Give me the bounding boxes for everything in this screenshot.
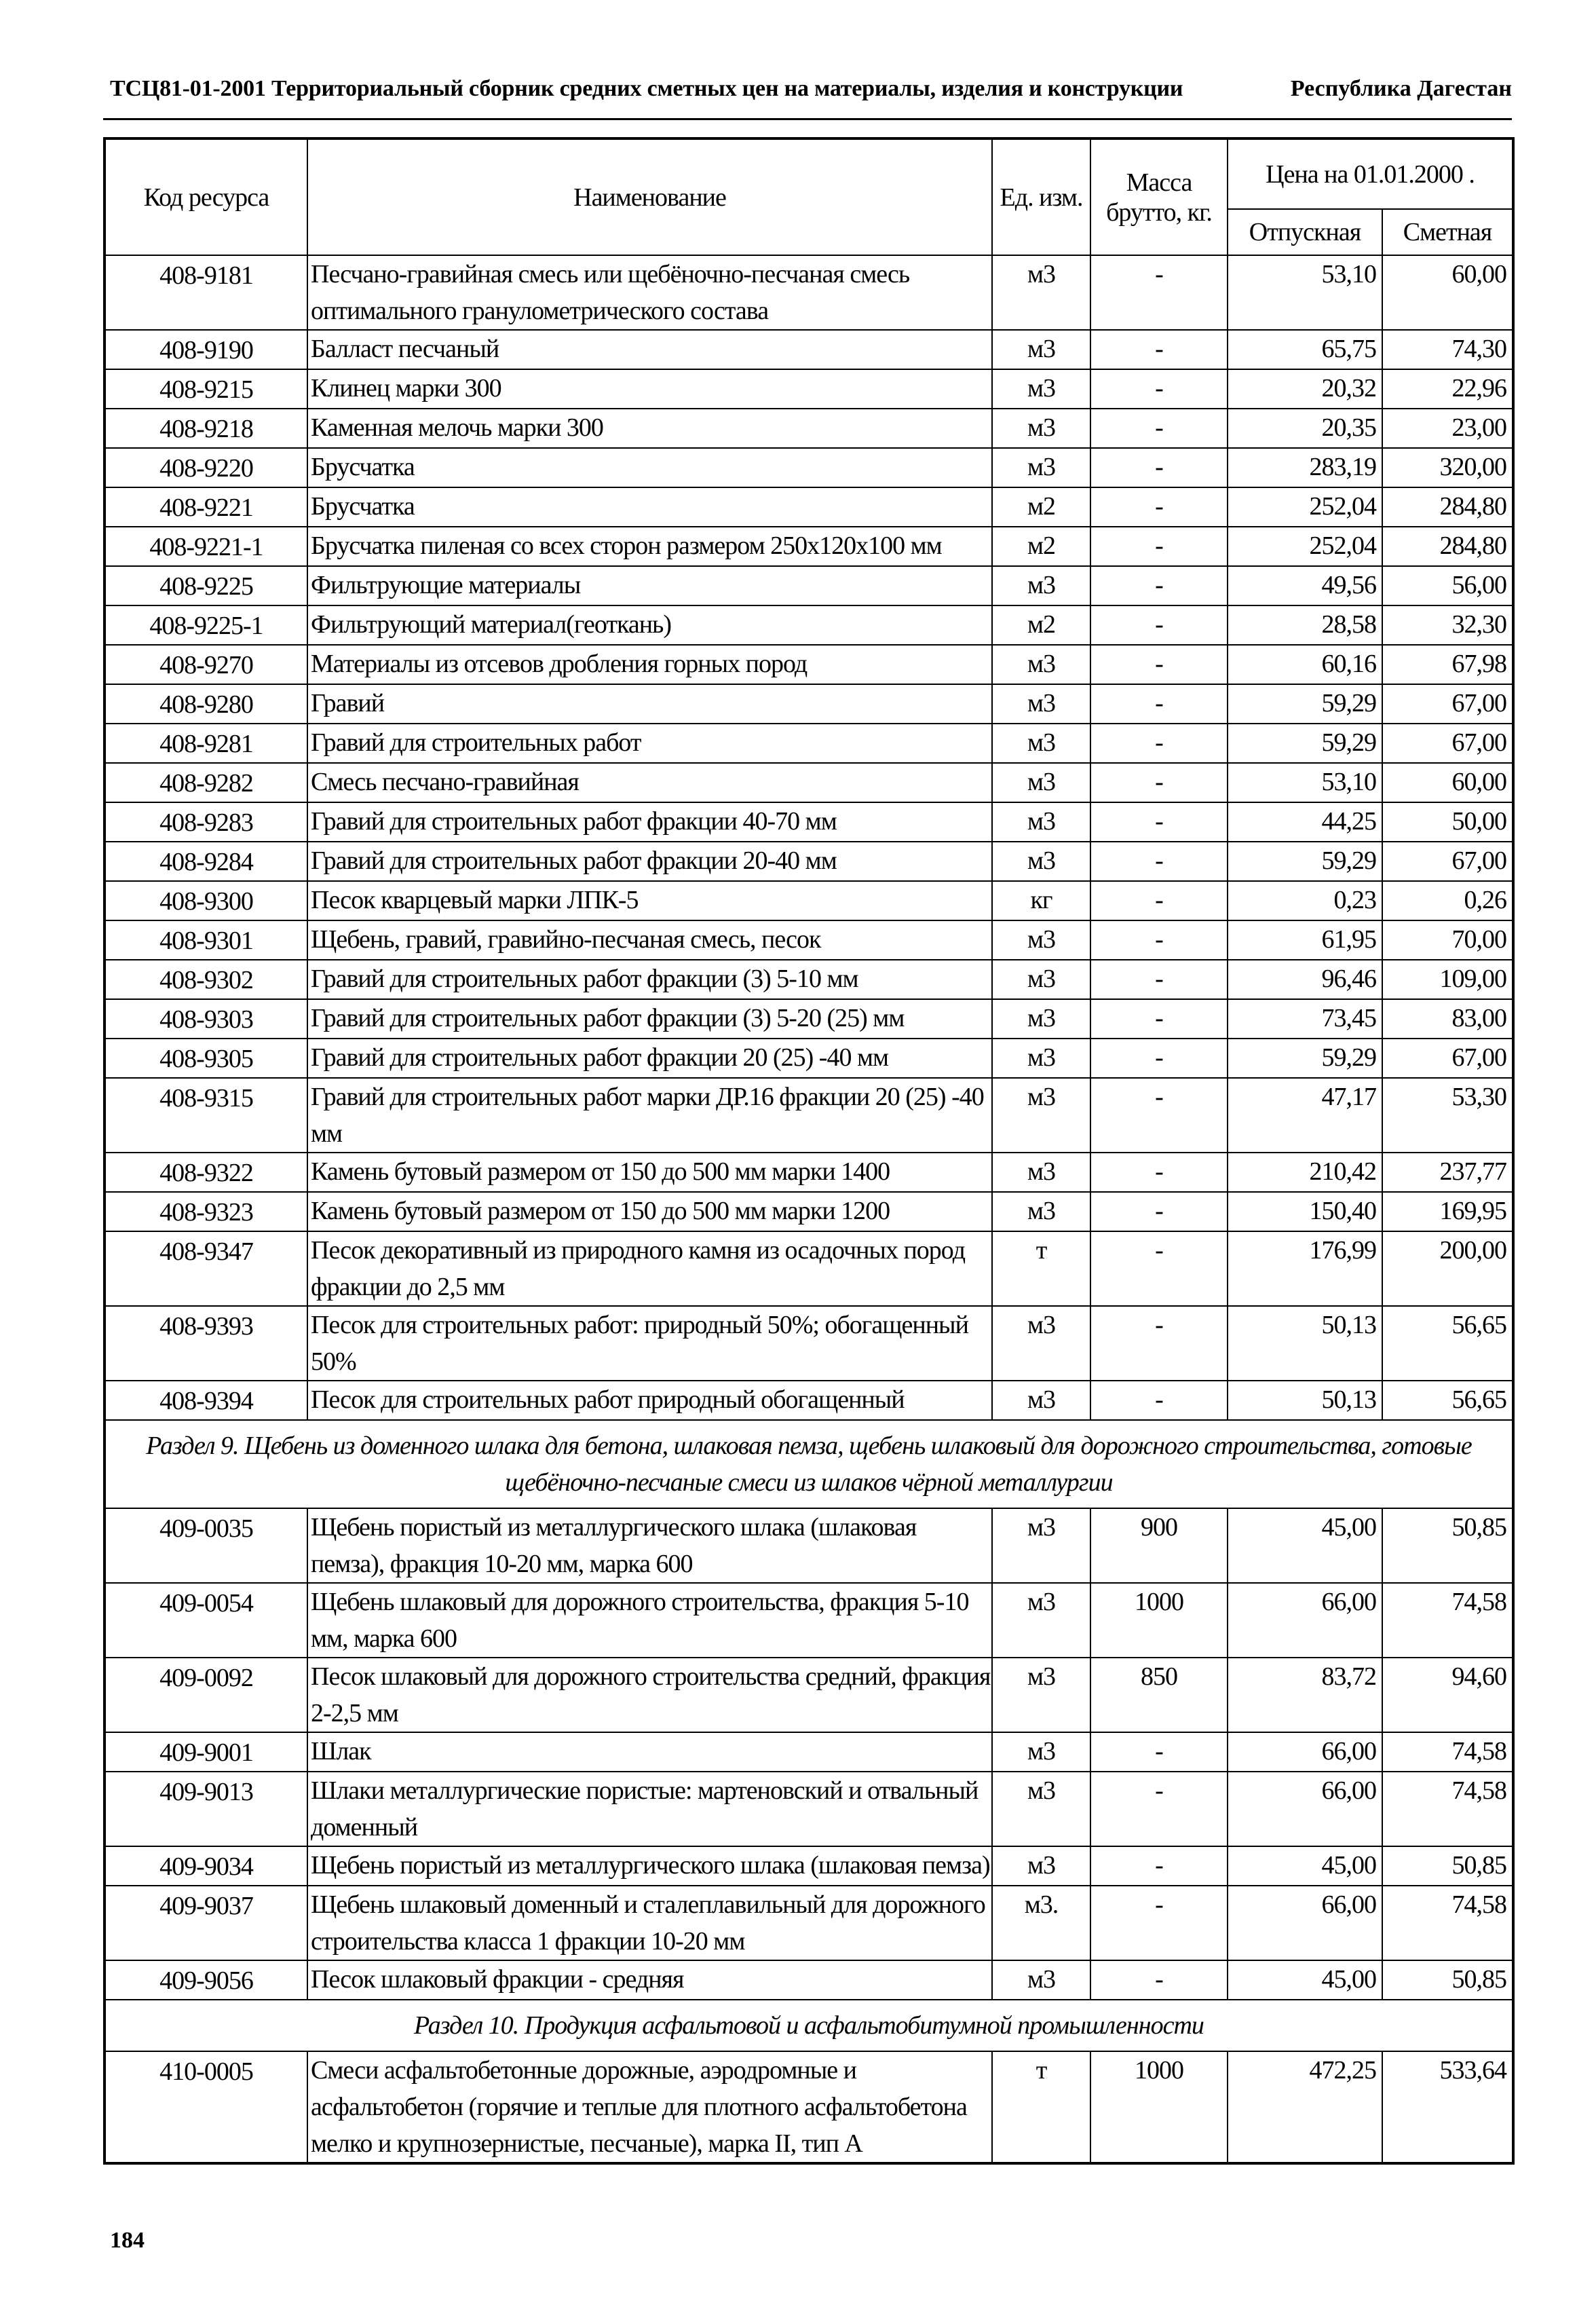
cell-price-release: 176,99 [1228, 1231, 1382, 1306]
cell-unit: м3 [992, 1039, 1090, 1078]
cell-name: Шлак [307, 1732, 992, 1772]
cell-price-release: 44,25 [1228, 802, 1382, 842]
cell-price-release: 59,29 [1228, 684, 1382, 724]
table-row [104, 881, 1513, 920]
cell-unit: м3 [992, 645, 1090, 684]
cell-unit: м3 [992, 724, 1090, 763]
cell-name: Гравий для строительных работ фракции 20 (25) -40 мм [307, 1039, 992, 1078]
cell-name: Щебень шлаковый доменный и сталеплавильный для дорожного строительства класса 1 фракции 10-20 мм [307, 1886, 992, 1960]
col-header-mass: Масса брутто, кг. [1090, 138, 1228, 255]
cell-price-estimate: 60,00 [1382, 255, 1513, 330]
cell-name: Брусчатка [307, 487, 992, 527]
col-header-name: Наименование [307, 138, 992, 255]
cell-unit: м3 [992, 1381, 1090, 1420]
cell-price-release: 45,00 [1228, 1846, 1382, 1886]
cell-price-estimate: 50,00 [1382, 802, 1513, 842]
table-body-section-10 [104, 2051, 1513, 2163]
table-row [104, 920, 1513, 960]
cell-name: Клинец марки 300 [307, 369, 992, 409]
cell-price-estimate: 67,00 [1382, 1039, 1513, 1078]
table-row [104, 1772, 1513, 1846]
cell-name: Фильтрующие материалы [307, 566, 992, 605]
cell-code: 409-9034 [104, 1846, 307, 1886]
cell-mass: 850 [1090, 1658, 1228, 1732]
cell-price-estimate: 237,77 [1382, 1153, 1513, 1192]
cell-unit: т [992, 1231, 1090, 1306]
cell-price-release: 252,04 [1228, 487, 1382, 527]
table-row [104, 1153, 1513, 1192]
cell-price-estimate: 74,30 [1382, 330, 1513, 369]
cell-price-estimate: 109,00 [1382, 960, 1513, 999]
table-row [104, 2051, 1513, 2163]
table-header [104, 138, 1513, 255]
col-header-price-release: Отпускная [1228, 209, 1382, 255]
cell-price-estimate: 22,96 [1382, 369, 1513, 409]
cell-name: Песок для строительных работ: природный 50%; обогащенный 50% [307, 1306, 992, 1381]
cell-name: Гравий [307, 684, 992, 724]
cell-price-release: 47,17 [1228, 1078, 1382, 1153]
cell-name: Песок для строительных работ природный обогащенный [307, 1381, 992, 1420]
cell-unit: кг [992, 881, 1090, 920]
cell-unit: м3 [992, 448, 1090, 487]
col-header-unit: Ед. изм. [992, 138, 1090, 255]
table-row [104, 802, 1513, 842]
cell-code: 408-9315 [104, 1078, 307, 1153]
cell-price-release: 53,10 [1228, 763, 1382, 802]
cell-code: 408-9303 [104, 999, 307, 1039]
header-title: ТСЦ81-01-2001 Территориальный сборник средних сметных цен на материалы, изделия и конструкции [110, 76, 1183, 101]
cell-code: 408-9218 [104, 409, 307, 448]
table-row [104, 1658, 1513, 1732]
cell-mass: - [1090, 1886, 1228, 1960]
cell-unit: м3 [992, 960, 1090, 999]
cell-mass: - [1090, 1192, 1228, 1231]
cell-name: Брусчатка пиленая со всех сторон размером 250х120х100 мм [307, 527, 992, 566]
cell-mass: - [1090, 566, 1228, 605]
cell-price-estimate: 67,00 [1382, 724, 1513, 763]
cell-code: 409-9001 [104, 1732, 307, 1772]
cell-mass: - [1090, 1732, 1228, 1772]
cell-unit: м3 [992, 1078, 1090, 1153]
cell-mass: - [1090, 605, 1228, 645]
cell-mass: 900 [1090, 1508, 1228, 1583]
cell-code: 408-9220 [104, 448, 307, 487]
cell-name: Гравий для строительных работ марки ДР.16 фракции 20 (25) -40 мм [307, 1078, 992, 1153]
table-row [104, 960, 1513, 999]
cell-mass: 1000 [1090, 2051, 1228, 2163]
cell-mass: - [1090, 487, 1228, 527]
table-row [104, 842, 1513, 881]
cell-price-release: 49,56 [1228, 566, 1382, 605]
cell-price-release: 66,00 [1228, 1772, 1382, 1846]
cell-mass: 1000 [1090, 1583, 1228, 1658]
cell-price-estimate: 67,00 [1382, 842, 1513, 881]
table-row [104, 369, 1513, 409]
cell-mass: - [1090, 645, 1228, 684]
cell-mass: - [1090, 802, 1228, 842]
cell-name: Гравий для строительных работ фракции 20-40 мм [307, 842, 992, 881]
cell-name: Камень бутовый размером от 150 до 500 мм марки 1400 [307, 1153, 992, 1192]
cell-unit: м3 [992, 1658, 1090, 1732]
cell-price-estimate: 83,00 [1382, 999, 1513, 1039]
cell-mass: - [1090, 1078, 1228, 1153]
cell-name: Балласт песчаный [307, 330, 992, 369]
cell-name: Щебень, гравий, гравийно-песчаная смесь, песок [307, 920, 992, 960]
table-row [104, 1846, 1513, 1886]
table-row [104, 605, 1513, 645]
cell-mass: - [1090, 999, 1228, 1039]
cell-price-release: 96,46 [1228, 960, 1382, 999]
cell-code: 408-9393 [104, 1306, 307, 1381]
table-row [104, 1583, 1513, 1658]
cell-code: 408-9301 [104, 920, 307, 960]
cell-unit: м2 [992, 487, 1090, 527]
cell-unit: т [992, 2051, 1090, 2163]
cell-mass: - [1090, 881, 1228, 920]
cell-price-estimate: 320,00 [1382, 448, 1513, 487]
table-row [104, 1732, 1513, 1772]
cell-mass: - [1090, 763, 1228, 802]
cell-price-estimate: 56,65 [1382, 1381, 1513, 1420]
cell-name: Песок шлаковый фракции - средняя [307, 1960, 992, 2000]
cell-unit: м3 [992, 842, 1090, 881]
cell-code: 408-9322 [104, 1153, 307, 1192]
cell-mass: - [1090, 724, 1228, 763]
cell-price-estimate: 70,00 [1382, 920, 1513, 960]
cell-mass: - [1090, 1039, 1228, 1078]
cell-unit: м3 [992, 920, 1090, 960]
table-row [104, 255, 1513, 330]
table-row [104, 487, 1513, 527]
cell-mass: - [1090, 1960, 1228, 2000]
cell-code: 408-9215 [104, 369, 307, 409]
cell-price-estimate: 50,85 [1382, 1508, 1513, 1583]
cell-price-release: 472,25 [1228, 2051, 1382, 2163]
cell-name: Смеси асфальтобетонные дорожные, аэродромные и асфальтобетон (горячие и теплые для плотного асфальтобетона мелко и крупнозернистые, песчаные), марка II, тип А [307, 2051, 992, 2163]
cell-code: 408-9225-1 [104, 605, 307, 645]
cell-price-estimate: 74,58 [1382, 1732, 1513, 1772]
header-region: Республика Дагестан [1290, 76, 1512, 101]
cell-unit: м3 [992, 1960, 1090, 2000]
cell-price-release: 53,10 [1228, 255, 1382, 330]
cell-code: 408-9283 [104, 802, 307, 842]
cell-code: 408-9300 [104, 881, 307, 920]
cell-code: 408-9281 [104, 724, 307, 763]
cell-unit: м3 [992, 566, 1090, 605]
cell-price-estimate: 200,00 [1382, 1231, 1513, 1306]
cell-unit: м3 [992, 369, 1090, 409]
cell-unit: м3 [992, 409, 1090, 448]
table-row [104, 1508, 1513, 1583]
cell-price-release: 28,58 [1228, 605, 1382, 645]
table-body-section-9 [104, 1508, 1513, 2000]
table-row [104, 1039, 1513, 1078]
table-row [104, 1078, 1513, 1153]
cell-price-release: 65,75 [1228, 330, 1382, 369]
cell-price-release: 50,13 [1228, 1381, 1382, 1420]
cell-unit: м3 [992, 330, 1090, 369]
cell-price-estimate: 23,00 [1382, 409, 1513, 448]
table-row [104, 1960, 1513, 2000]
section-9-heading-row [104, 1420, 1513, 1508]
cell-name: Песчано-гравийная смесь или щебёночно-песчаная смесь оптимального гранулометрического состава [307, 255, 992, 330]
cell-unit: м3 [992, 1192, 1090, 1231]
page-number: 184 [110, 2228, 145, 2253]
cell-mass: - [1090, 1772, 1228, 1846]
cell-unit: м3. [992, 1886, 1090, 1960]
cell-name: Каменная мелочь марки 300 [307, 409, 992, 448]
cell-price-estimate: 0,26 [1382, 881, 1513, 920]
cell-code: 408-9221-1 [104, 527, 307, 566]
cell-price-release: 210,42 [1228, 1153, 1382, 1192]
cell-name: Гравий для строительных работ фракции (3) 5-20 (25) мм [307, 999, 992, 1039]
cell-price-estimate: 169,95 [1382, 1192, 1513, 1231]
cell-mass: - [1090, 960, 1228, 999]
cell-mass: - [1090, 409, 1228, 448]
cell-mass: - [1090, 255, 1228, 330]
cell-code: 409-0054 [104, 1583, 307, 1658]
cell-name: Гравий для строительных работ фракции (3) 5-10 мм [307, 960, 992, 999]
cell-price-release: 66,00 [1228, 1583, 1382, 1658]
cell-code: 408-9302 [104, 960, 307, 999]
table-row [104, 330, 1513, 369]
cell-name: Смесь песчано-гравийная [307, 763, 992, 802]
cell-mass: - [1090, 1306, 1228, 1381]
cell-name: Брусчатка [307, 448, 992, 487]
cell-price-release: 60,16 [1228, 645, 1382, 684]
cell-code: 408-9284 [104, 842, 307, 881]
cell-price-release: 150,40 [1228, 1192, 1382, 1231]
cell-unit: м3 [992, 684, 1090, 724]
cell-code: 408-9225 [104, 566, 307, 605]
cell-price-estimate: 74,58 [1382, 1583, 1513, 1658]
cell-code: 409-9037 [104, 1886, 307, 1960]
table-row [104, 448, 1513, 487]
table-body-section-8 [104, 255, 1513, 1420]
cell-unit: м3 [992, 1153, 1090, 1192]
cell-price-release: 73,45 [1228, 999, 1382, 1039]
cell-price-estimate: 50,85 [1382, 1960, 1513, 2000]
cell-code: 409-0092 [104, 1658, 307, 1732]
table-row [104, 999, 1513, 1039]
cell-price-estimate: 94,60 [1382, 1658, 1513, 1732]
cell-unit: м2 [992, 527, 1090, 566]
cell-code: 408-9190 [104, 330, 307, 369]
cell-price-estimate: 74,58 [1382, 1772, 1513, 1846]
cell-mass: - [1090, 842, 1228, 881]
cell-price-estimate: 284,80 [1382, 527, 1513, 566]
table-row [104, 1886, 1513, 1960]
cell-name: Шлаки металлургические пористые: мартеновский и отвальный доменный [307, 1772, 992, 1846]
cell-mass: - [1090, 684, 1228, 724]
cell-price-estimate: 533,64 [1382, 2051, 1513, 2163]
cell-mass: - [1090, 448, 1228, 487]
cell-name: Гравий для строительных работ [307, 724, 992, 763]
cell-name: Песок кварцевый марки ЛПК-5 [307, 881, 992, 920]
cell-price-release: 59,29 [1228, 724, 1382, 763]
cell-price-estimate: 56,65 [1382, 1306, 1513, 1381]
table-row [104, 684, 1513, 724]
cell-price-release: 0,23 [1228, 881, 1382, 920]
cell-code: 408-9394 [104, 1381, 307, 1420]
table-row [104, 1381, 1513, 1420]
cell-name: Песок шлаковый для дорожного строительства средний, фракция 2-2,5 мм [307, 1658, 992, 1732]
cell-name: Материалы из отсевов дробления горных пород [307, 645, 992, 684]
cell-code: 408-9347 [104, 1231, 307, 1306]
cell-unit: м3 [992, 1846, 1090, 1886]
cell-unit: м3 [992, 802, 1090, 842]
cell-code: 409-9013 [104, 1772, 307, 1846]
cell-name: Гравий для строительных работ фракции 40-70 мм [307, 802, 992, 842]
cell-unit: м3 [992, 999, 1090, 1039]
cell-code: 409-0035 [104, 1508, 307, 1583]
cell-price-estimate: 284,80 [1382, 487, 1513, 527]
table-row [104, 1192, 1513, 1231]
section-10-heading-row [104, 2000, 1513, 2051]
cell-price-estimate: 53,30 [1382, 1078, 1513, 1153]
cell-code: 408-9280 [104, 684, 307, 724]
cell-code: 410-0005 [104, 2051, 307, 2163]
cell-code: 408-9305 [104, 1039, 307, 1078]
col-header-price-estimate: Сметная [1382, 209, 1513, 255]
cell-mass: - [1090, 369, 1228, 409]
cell-price-release: 59,29 [1228, 842, 1382, 881]
table-row [104, 1306, 1513, 1381]
cell-price-estimate: 50,85 [1382, 1846, 1513, 1886]
cell-price-release: 283,19 [1228, 448, 1382, 487]
cell-price-release: 59,29 [1228, 1039, 1382, 1078]
cell-code: 408-9221 [104, 487, 307, 527]
cell-price-estimate: 67,98 [1382, 645, 1513, 684]
table-row [104, 527, 1513, 566]
cell-price-release: 20,32 [1228, 369, 1382, 409]
cell-unit: м3 [992, 763, 1090, 802]
table-row [104, 1231, 1513, 1306]
cell-price-release: 66,00 [1228, 1886, 1382, 1960]
cell-name: Щебень пористый из металлургического шлака (шлаковая пемза) [307, 1846, 992, 1886]
cell-price-release: 83,72 [1228, 1658, 1382, 1732]
cell-price-release: 61,95 [1228, 920, 1382, 960]
cell-name: Щебень шлаковый для дорожного строительства, фракция 5-10 мм, марка 600 [307, 1583, 992, 1658]
table-row [104, 409, 1513, 448]
cell-mass: - [1090, 527, 1228, 566]
cell-price-estimate: 74,58 [1382, 1886, 1513, 1960]
table-row [104, 645, 1513, 684]
cell-price-release: 50,13 [1228, 1306, 1382, 1381]
cell-mass: - [1090, 1381, 1228, 1420]
cell-mass: - [1090, 1153, 1228, 1192]
cell-mass: - [1090, 1231, 1228, 1306]
cell-price-estimate: 60,00 [1382, 763, 1513, 802]
cell-unit: м3 [992, 1772, 1090, 1846]
section-9-heading: Раздел 9. Щебень из доменного шлака для бетона, шлаковая пемза, щебень шлаковый для дорожного строительства, готовые щебёночно-песчаные смеси из шлаков чёрной металлургии [104, 1420, 1513, 1508]
cell-price-release: 45,00 [1228, 1508, 1382, 1583]
cell-code: 409-9056 [104, 1960, 307, 2000]
cell-unit: м3 [992, 1583, 1090, 1658]
cell-unit: м3 [992, 1732, 1090, 1772]
cell-price-release: 45,00 [1228, 1960, 1382, 2000]
cell-price-estimate: 32,30 [1382, 605, 1513, 645]
cell-code: 408-9323 [104, 1192, 307, 1231]
table-row [104, 566, 1513, 605]
cell-unit: м2 [992, 605, 1090, 645]
table-row [104, 724, 1513, 763]
cell-unit: м3 [992, 255, 1090, 330]
table-row [104, 763, 1513, 802]
section-10-heading: Раздел 10. Продукция асфальтовой и асфальтобитумной промышленности [104, 2000, 1513, 2051]
header-rule [103, 118, 1512, 120]
price-table [103, 137, 1515, 2165]
cell-price-estimate: 67,00 [1382, 684, 1513, 724]
cell-mass: - [1090, 1846, 1228, 1886]
cell-code: 408-9270 [104, 645, 307, 684]
cell-name: Фильтрующий материал(геоткань) [307, 605, 992, 645]
cell-unit: м3 [992, 1508, 1090, 1583]
col-header-code: Код ресурса [104, 138, 307, 255]
cell-name: Песок декоративный из природного камня из осадочных пород фракции до 2,5 мм [307, 1231, 992, 1306]
cell-code: 408-9181 [104, 255, 307, 330]
cell-mass: - [1090, 330, 1228, 369]
cell-price-release: 252,04 [1228, 527, 1382, 566]
cell-price-estimate: 56,00 [1382, 566, 1513, 605]
cell-code: 408-9282 [104, 763, 307, 802]
cell-unit: м3 [992, 1306, 1090, 1381]
cell-mass: - [1090, 920, 1228, 960]
cell-name: Щебень пористый из металлургического шлака (шлаковая пемза), фракция 10-20 мм, марка 600 [307, 1508, 992, 1583]
cell-price-release: 20,35 [1228, 409, 1382, 448]
cell-name: Камень бутовый размером от 150 до 500 мм марки 1200 [307, 1192, 992, 1231]
col-header-price-group: Цена на 01.01.2000 . [1228, 138, 1513, 209]
cell-price-release: 66,00 [1228, 1732, 1382, 1772]
